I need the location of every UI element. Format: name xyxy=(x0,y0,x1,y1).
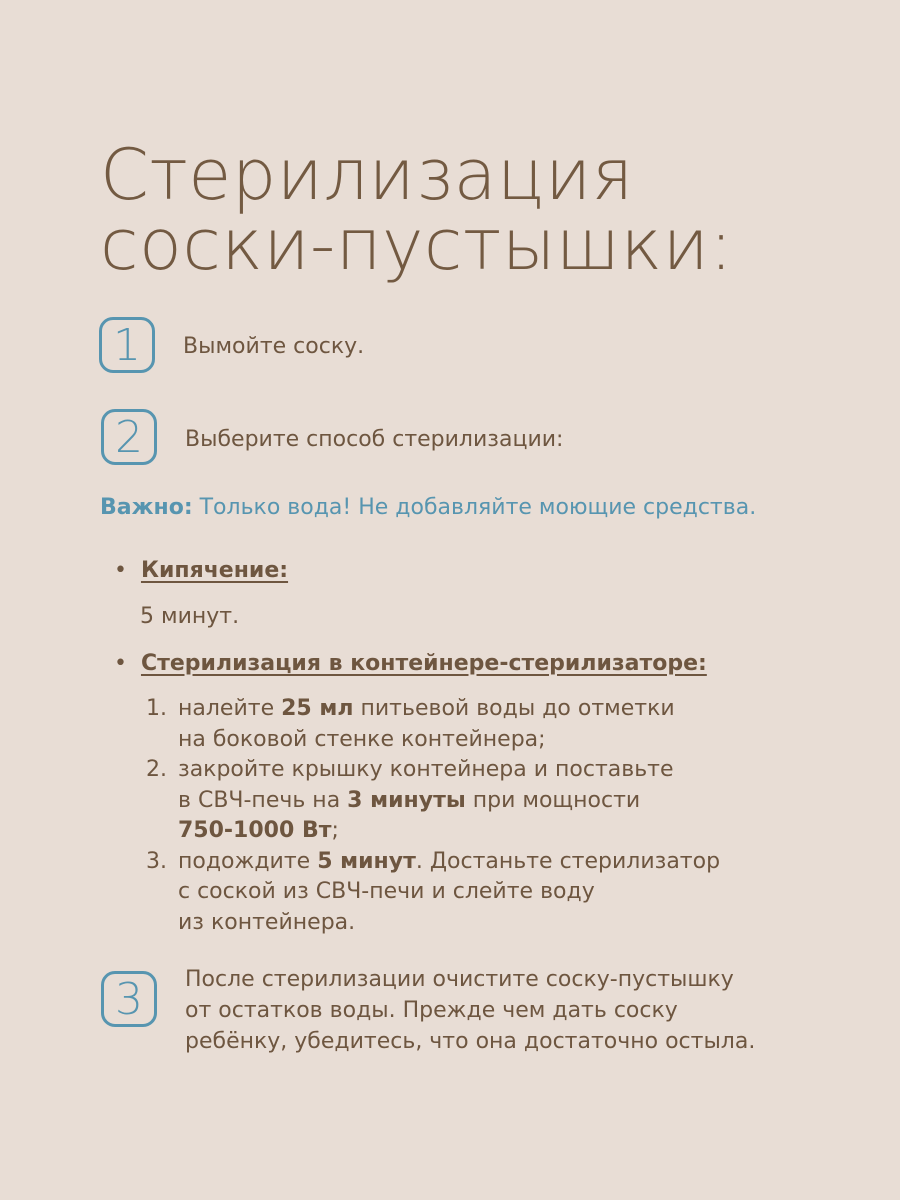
step-2-text: Выберите способ стерилизации: xyxy=(185,427,564,452)
bullet-icon: • xyxy=(114,651,141,676)
step-2-badge: 2 xyxy=(101,409,157,465)
step-3-text: После стерилизации очистите соску-пустышку от остатков воды. Прежде чем дать соску ребёнку, убедитесь, что она достаточно остыла. xyxy=(185,967,756,1054)
substeps-list: 1. налейте 25 мл питьевой воды до отметки на боковой стенке контейнера; 2. закройте крышку контейнера и поставьте в СВЧ-печь на 3 минуты при мощности 750-1000 Вт; 3. подождите 5 минут. Достаньте стерилизатор с соской из СВЧ-печи и слейте воду из контейнера. xyxy=(146,696,721,935)
step-3-badge: 3 xyxy=(101,971,157,1027)
method-boiling: • Кипячение: xyxy=(114,558,289,583)
method-container: • Стерилизация в контейнере-стерилизаторе: xyxy=(114,651,707,676)
method-boiling-detail: 5 минут. xyxy=(140,604,240,629)
step-1-badge: 1 xyxy=(99,317,155,373)
page-title: Стерилизация соски-пустышки: xyxy=(100,134,734,286)
important-note: Важно: Только вода! Не добавляйте моющие средства. xyxy=(100,495,757,520)
step-1-text: Вымойте соску. xyxy=(183,334,365,359)
substep-2: 2. закройте крышку контейнера и поставьте xyxy=(146,757,674,782)
substep-1: 1. налейте 25 мл питьевой воды до отметки xyxy=(146,696,675,721)
bullet-icon: • xyxy=(114,558,141,583)
substep-3: 3. подождите 5 минут. Достаньте стерилизатор xyxy=(146,848,721,874)
